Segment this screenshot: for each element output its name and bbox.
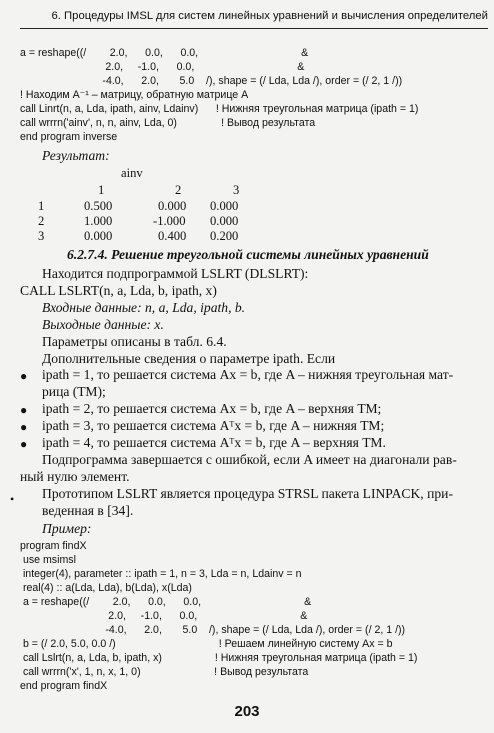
matrix-cell: 0.000 [158,199,187,213]
result-label: Результат: [42,148,110,163]
bullet-dot-icon: ● [20,420,28,434]
paragraph-line: Прототипом LSLRT является процедура STRSL пакета LINPACK, при- [42,486,453,501]
paragraph-line: Находится подпрограммой LSLRT (DLSLRT): [42,266,309,281]
matrix-col-header: 2 [175,183,182,197]
section-heading: 6.2.7.4. Решение треугольной системы линейных уравнений [67,247,429,262]
output-params: Выходные данные: x. [42,317,164,332]
matrix-col-header: 3 [233,183,240,197]
bullet-item: ipath = 3, то решается система Aᵀx = b, где A – нижняя ТМ; [42,418,385,433]
paragraph-line: Подпрограмма завершается с ошибкой, если A имеет на диагонали рав- [42,452,457,467]
code-line: end program inverse [20,131,118,143]
code-line: call wrrrn('ainv', n, n, ainv, Lda, 0) ! Вывод результата [20,117,316,129]
matrix-cell: 1.000 [84,214,113,228]
margin-dot-icon: • [10,492,15,506]
bullet-item: ipath = 2, то решается система Ax = b, где A – верхняя ТМ; [42,401,382,416]
matrix-cell: 0.000 [84,229,113,243]
paragraph-line: веденная в [34]. [42,503,134,518]
code-line: program findX [20,540,87,552]
running-header: 6. Процедуры IMSL для систем линейных уравнений и вычисления определителей [20,6,488,29]
code-line: -4.0, 2.0, 5.0 /), shape = (/ Lda, Lda /), order = (/ 2, 1 /)) [20,624,406,636]
matrix-cell: 0.200 [210,229,239,243]
paragraph-line: Параметры описаны в табл. 6.4. [42,334,227,349]
bullet-dot-icon: ● [20,403,28,417]
call-signature: CALL LSLRT(n, a, Lda, b, ipath, x) [20,283,217,298]
bullet-item-cont: рица (ТМ); [42,384,106,399]
code-line: ! Находим A⁻¹ – матрицу, обратную матрице A [20,89,249,101]
bullet-item: ipath = 1, то решается система Ax = b, где A – нижняя треугольная мат- [42,367,454,382]
matrix-cell: 0.000 [210,214,239,228]
code-line: 2.0, -1.0, 0.0, & [20,61,305,73]
code-line: use msimsl [20,554,76,566]
example-label: Пример: [42,521,92,536]
matrix-cell: 0.400 [158,229,187,243]
bullet-dot-icon: ● [20,369,28,383]
matrix-row-label: 3 [38,229,45,243]
matrix-cell: -1.000 [153,214,186,228]
code-line: a = reshape((/ 2.0, 0.0, 0.0, & [20,596,312,608]
code-line: call Linrt(n, a, Lda, ipath, ainv, Ldainv) ! Нижняя треугольная матрица (ipath = 1) [20,103,419,115]
code-line: real(4) :: a(Lda, Lda), b(Lda), x(Lda) [20,582,192,594]
code-line: a = reshape((/ 2.0, 0.0, 0.0, & [20,47,309,59]
code-line: b = (/ 2.0, 5.0, 0.0 /) ! Решаем линейную систему Ax = b [20,638,393,650]
bullet-item: ipath = 4, то решается система Aᵀx = b, где A – верхняя ТМ. [42,435,386,450]
matrix-cell: 0.000 [210,199,239,213]
paragraph-line: ный нулю элемент. [20,469,130,484]
matrix-cell: 0.500 [84,199,113,213]
code-line: call Lslrt(n, a, Lda, b, ipath, x) ! Нижняя треугольная матрица (ipath = 1) [20,652,418,664]
paragraph-line: Дополнительные сведения о параметре ipath. Если [42,351,336,366]
code-line: call wrrrn('x', 1, n, x, 1, 0) ! Вывод результата [20,666,309,678]
code-line: integer(4), parameter :: ipath = 1, n = 3, Lda = n, Ldainv = n [20,568,302,580]
matrix-row-label: 1 [38,199,45,213]
page-number: 203 [234,703,260,720]
input-params: Входные данные: n, a, Lda, ipath, b. [42,300,246,315]
matrix-title: ainv [121,166,143,180]
code-line: 2.0, -1.0, 0.0, & [20,610,308,622]
bullet-dot-icon: ● [20,437,28,451]
code-line: end program findX [20,680,108,692]
matrix-row-label: 2 [38,214,45,228]
matrix-col-header: 1 [98,183,105,197]
code-line: -4.0, 2.0, 5.0 /), shape = (/ Lda, Lda /), order = (/ 2, 1 /)) [20,75,403,87]
